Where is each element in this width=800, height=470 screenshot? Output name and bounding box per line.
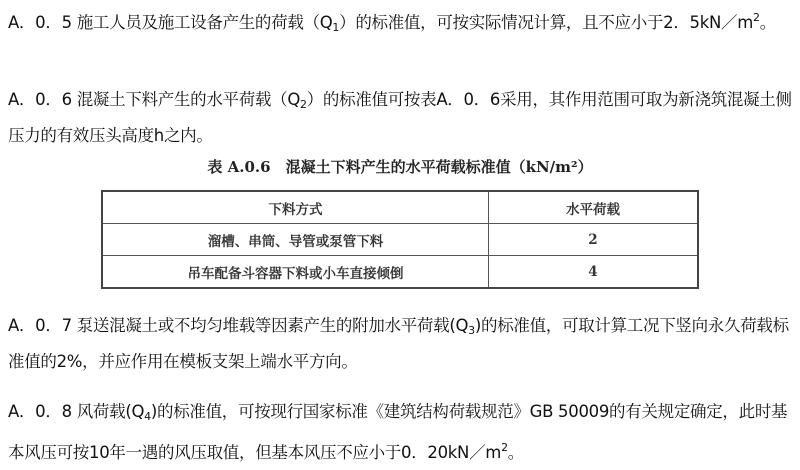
text: A．0．5 施工人员及施工设备产生的荷载（Q: [8, 13, 333, 32]
paragraph-a07: [8, 310, 798, 377]
table-header-row: [102, 191, 698, 224]
subscript: 3: [468, 324, 475, 337]
table-row: [102, 224, 698, 256]
subscript: 4: [144, 410, 151, 423]
cell: 溜槽、串筒、导管或泵管下料: [102, 224, 489, 256]
subscript: 1: [332, 21, 340, 34]
text: ）的标准值，可按实际情况计算，且不应小于2．5kN／m: [339, 13, 753, 32]
text: A．0．6 混凝土下料产生的水平荷载（Q: [8, 90, 301, 109]
load-table: [101, 190, 699, 289]
text: 。: [507, 443, 524, 462]
text: )的标准值，可取计算工况下竖向永久荷载标准值的2%，并应作用在模板支架上端水平方向。: [8, 316, 789, 371]
header-cell: 水平荷载: [489, 191, 699, 224]
text: 。: [759, 13, 776, 32]
paragraph-a08: [8, 396, 798, 468]
text: A．0．8 风荷载(Q: [8, 402, 145, 421]
table-row: [102, 256, 698, 289]
header-cell: 下料方式: [102, 191, 489, 224]
cell: 吊车配备斗容器下料或小车直接倾倒: [102, 256, 489, 289]
text: A．0．7 泵送混凝土或不均匀堆载等因素产生的附加水平荷载(Q: [8, 316, 469, 335]
subscript: 2: [300, 98, 307, 111]
cell: 4: [489, 256, 699, 289]
table-caption: 表 A.0.6 混凝土下料产生的水平荷载标准值（kN/m²）: [207, 158, 593, 176]
paragraph-a05: [8, 2, 798, 43]
paragraph-a06: [8, 84, 798, 151]
text: )的标准值，可按现行国家标准《建筑结构荷载规范》GB 50009的有关规定确定，此时基本风压可按10年一遇的风压取值，但基本风压不应小于0．20kN／m: [8, 402, 788, 462]
superscript: 2: [501, 441, 508, 454]
cell: 2: [489, 224, 699, 256]
superscript: 2: [753, 11, 760, 24]
text: ）的标准值可按表A．0．6采用，其作用范围可取为新浇筑混凝土侧压力的有效压头高度h之内。: [8, 90, 792, 145]
